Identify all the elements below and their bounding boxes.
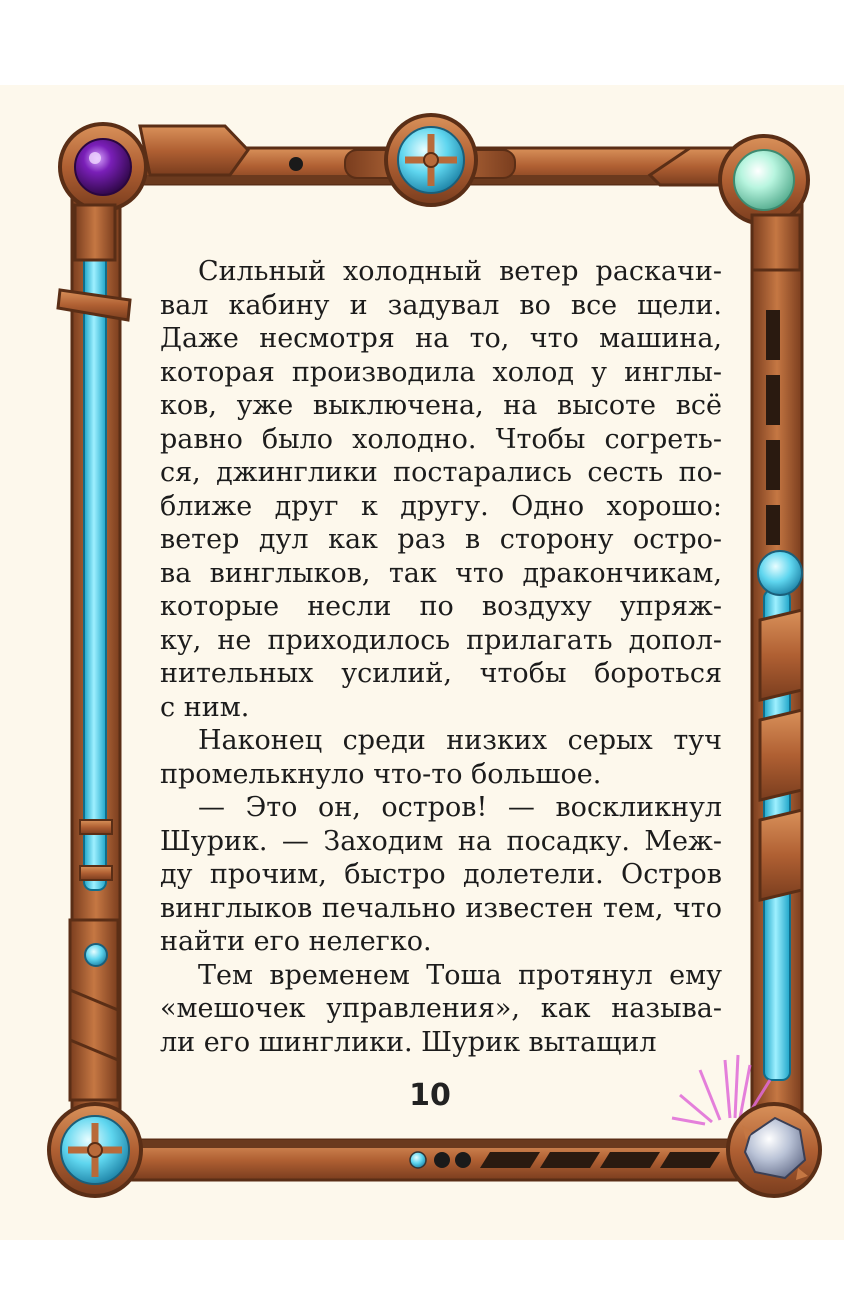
text-line: ду прочим, быстро долетели. Остров xyxy=(160,859,722,890)
text-line: с ним. xyxy=(160,691,250,723)
stone-gem-icon xyxy=(728,1104,820,1196)
text-line: вал кабину и задувал во все щели. xyxy=(160,289,722,321)
cross-valve-icon xyxy=(386,115,476,205)
text-line: Шурик. — Заходим на посадку. Меж- xyxy=(160,825,722,857)
purple-gem-icon xyxy=(60,124,146,210)
text-line: равно было холодно. Чтобы согреть- xyxy=(160,423,722,455)
paragraph xyxy=(160,255,722,724)
text-line: Даже несмотря на то, что машина, xyxy=(160,323,722,354)
text-line: ветер дул как раз в сторону остро- xyxy=(160,524,722,555)
text-line: «мешочек управления», как называ- xyxy=(160,993,722,1024)
text-line: Тем временем Тоша протянул ему xyxy=(198,959,722,991)
text-line: которые несли по воздуху упряж- xyxy=(160,591,722,622)
text-line: ся, джинглики постарались сесть по- xyxy=(160,457,722,488)
text-line: Сильный холодный ветер раскачи- xyxy=(198,256,722,287)
body-text xyxy=(160,255,722,1059)
text-line: — Это он, остров! — воскликнул xyxy=(198,792,722,823)
paragraph xyxy=(160,959,722,1060)
text-line: ближе друг к другу. Одно хорошо: xyxy=(160,490,722,522)
text-line: Наконец среди низких серых туч xyxy=(198,725,722,756)
page-number: 10 xyxy=(409,1078,451,1113)
text-line: найти его нелегко. xyxy=(160,926,432,957)
text-line: которая производила холод у инглы- xyxy=(160,356,722,388)
text-line: ку, не приходилось прилагать допол- xyxy=(160,624,722,656)
text-line: ков, уже выключена, на высоте всё xyxy=(160,390,722,421)
text-line: нительных усилий, чтобы бороться xyxy=(160,658,722,689)
paragraph xyxy=(160,791,722,959)
text-line: винглыков печально известен тем, что xyxy=(160,892,722,924)
text-line: ва винглыков, так что дракончикам, xyxy=(160,557,722,589)
text-line: ли его шинглики. Шурик вытащил xyxy=(160,1026,657,1058)
paragraph xyxy=(160,724,722,791)
text-line: промелькнуло что-то большое. xyxy=(160,758,602,790)
mint-gem-icon xyxy=(720,136,808,224)
cross-valve-icon xyxy=(49,1104,141,1196)
